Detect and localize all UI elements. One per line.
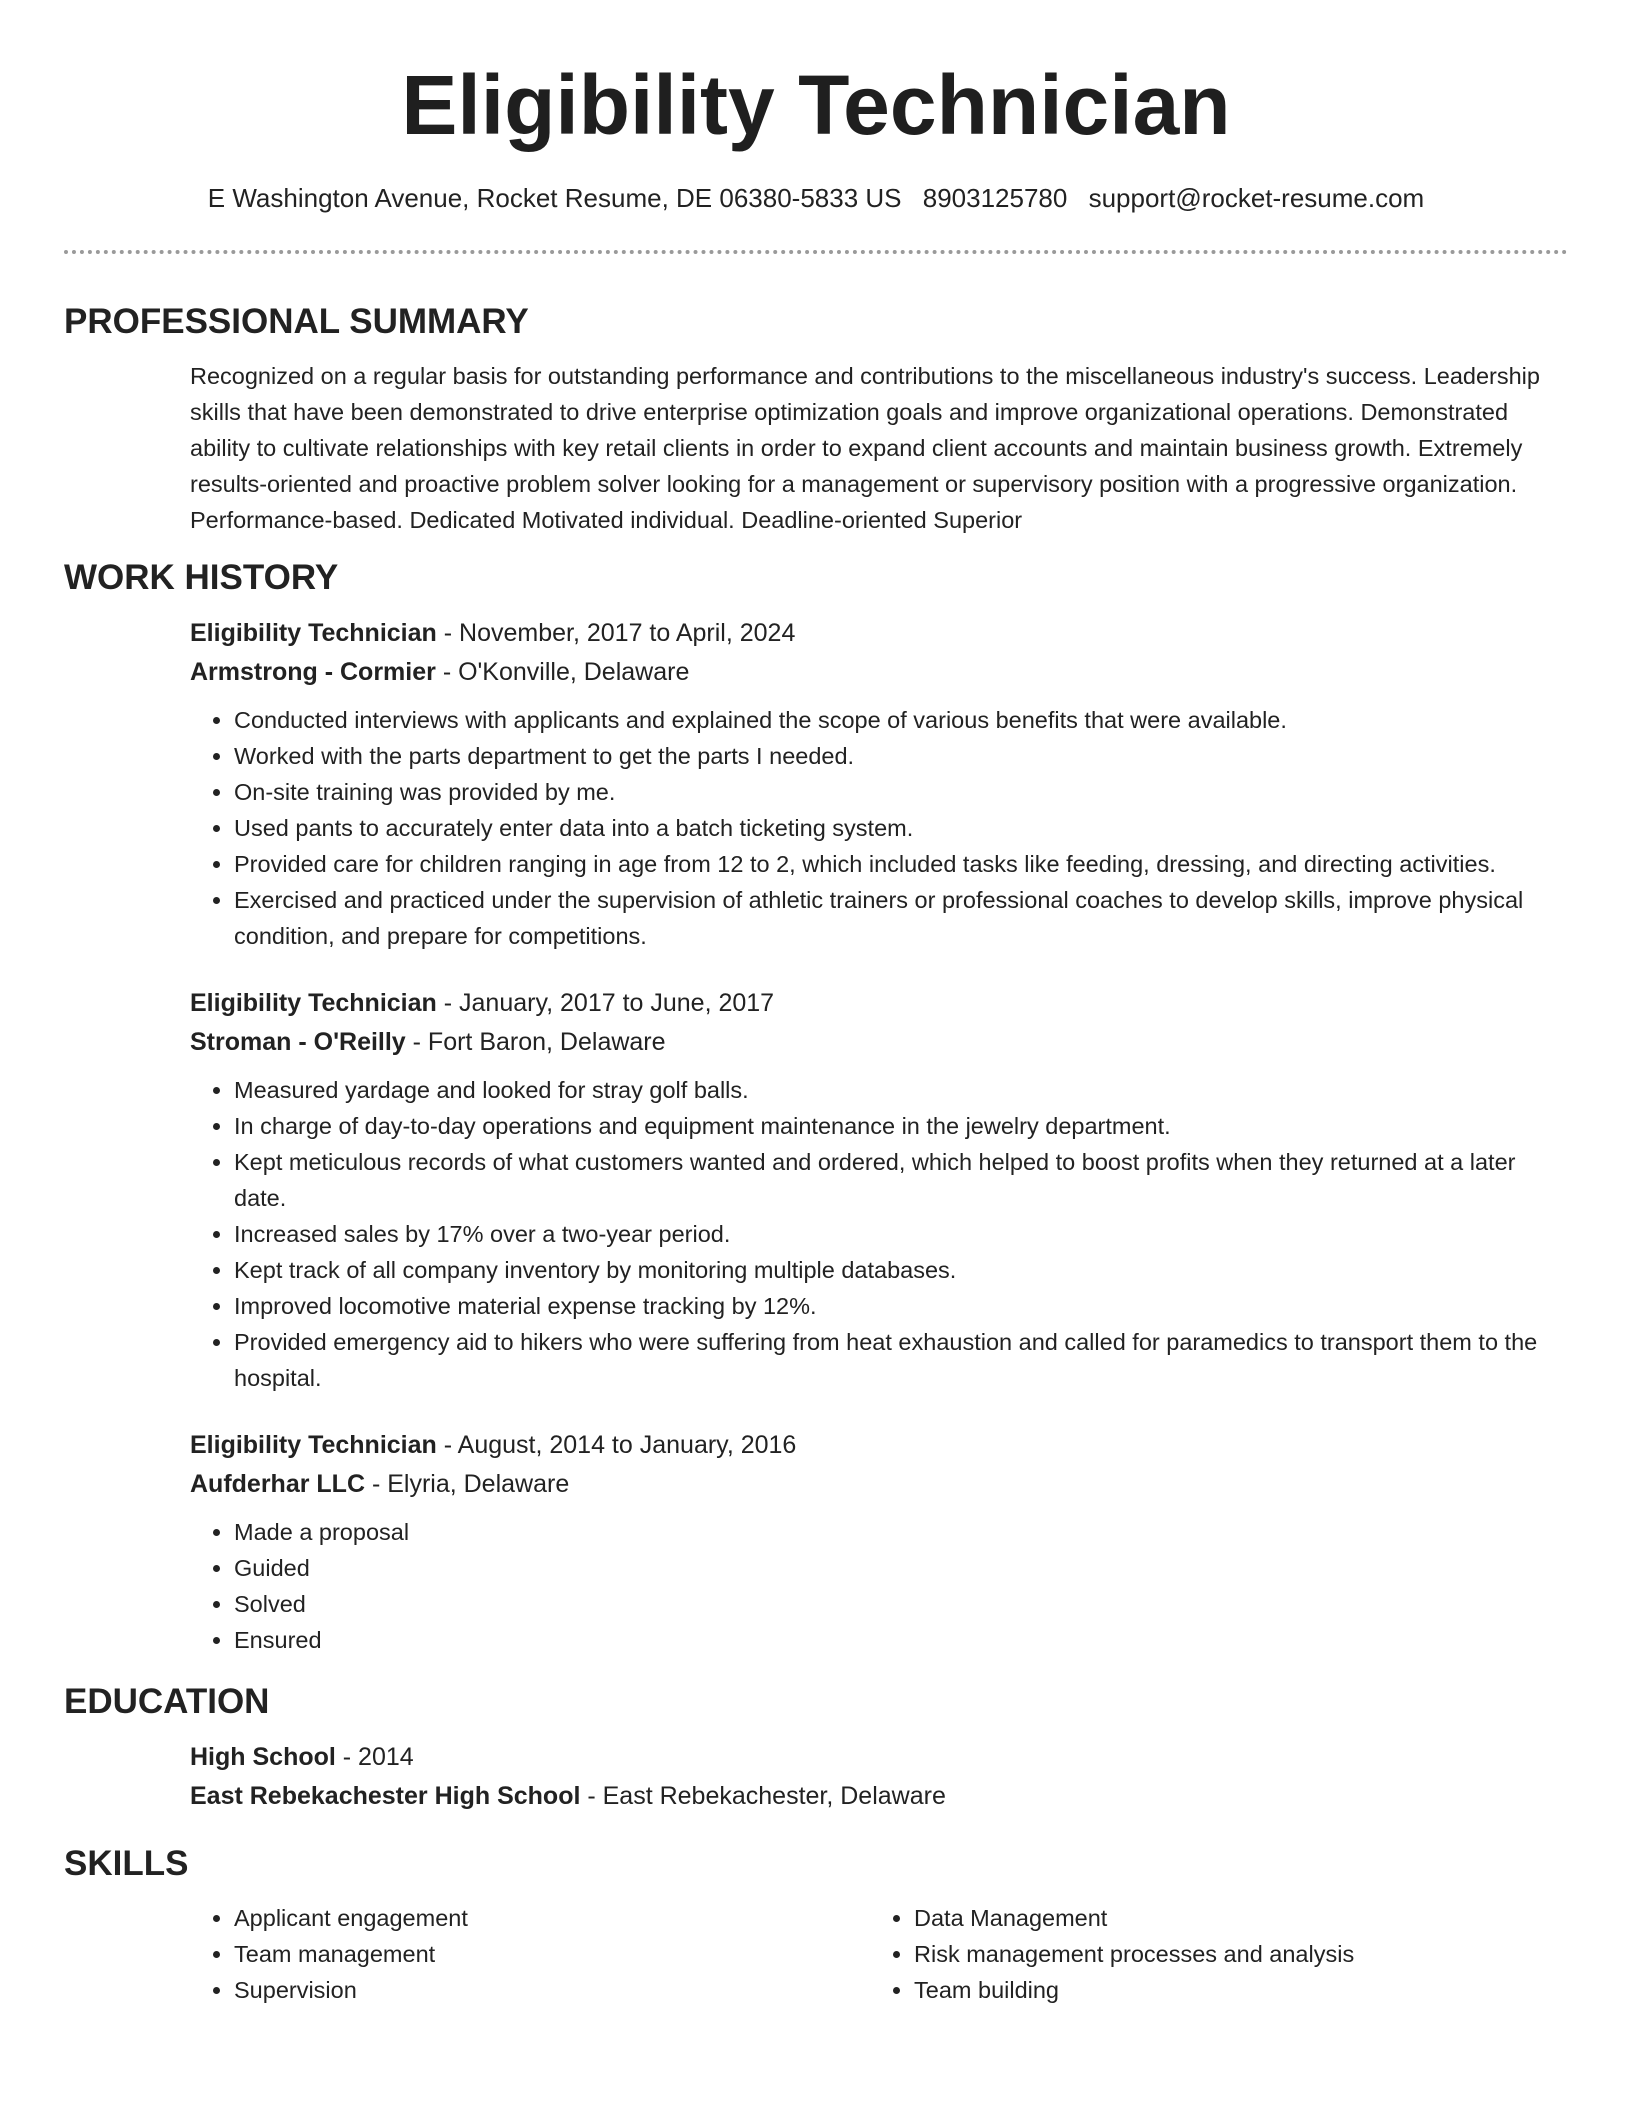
contact-address: E Washington Avenue, Rocket Resume, DE 06380-5833 US <box>207 183 902 213</box>
education-degree: High School <box>190 1743 336 1771</box>
summary-text: Recognized on a regular basis for outstanding performance and contributions to the miscellaneous industry's success. Leadership skills that have been demonstrated to drive enterprise optimization goals and improve organizational operations. Demonstrated ability to cultivate relationships with key retail clients in order to expand client accounts and maintain business growth. Extremely results-oriented and proactive problem solver looking for a management or supervisory position with a progressive organization. Performance-based. Dedicated Motivated individual. Deadline-oriented Superior <box>190 363 1540 533</box>
education-location: - East Rebekachester, Delaware <box>580 1782 946 1810</box>
job-entry <box>190 614 1568 954</box>
job-bullet: • Exercised and practiced under the supervision of athletic trainers or professional coaches to develop skills, improve physical condition, and prepare for competitions. <box>234 882 1568 954</box>
candidate-name: Eligibility Technician <box>401 58 1231 152</box>
skill-item: • Applicant engagement <box>234 1900 870 1936</box>
education-school: East Rebekachester High School <box>190 1782 581 1810</box>
contact-email: support@rocket-resume.com <box>1088 183 1425 213</box>
contact-line <box>0 180 1632 216</box>
job-company-line <box>190 1023 1568 1062</box>
work-history-section <box>64 556 1568 1658</box>
job-title-line <box>190 1426 1568 1465</box>
job-role: Eligibility Technician <box>190 619 437 647</box>
job-bullet: • Worked with the parts department to get the parts I needed. <box>234 738 1568 774</box>
skills-list-left <box>190 1900 870 2008</box>
job-title-line <box>190 984 1568 1023</box>
education-heading: EDUCATION <box>64 1682 270 1721</box>
job-bullet: • Measured yardage and looked for stray golf balls. <box>234 1072 1568 1108</box>
education-year: - 2014 <box>335 1743 414 1771</box>
job-bullet-list <box>190 1072 1568 1396</box>
job-bullet: • On-site training was provided by me. <box>234 774 1568 810</box>
job-company-line <box>190 653 1568 692</box>
skill-item: • Supervision <box>234 1972 870 2008</box>
job-role: Eligibility Technician <box>190 1431 437 1459</box>
skills-section <box>64 1842 1568 2008</box>
education-section <box>64 1680 1568 1816</box>
skill-item: • Team building <box>914 1972 1550 2008</box>
skills-column-right <box>870 1900 1550 2008</box>
job-bullet: • Provided care for children ranging in age from 12 to 2, which included tasks like feeding, dressing, and directing activities. <box>234 846 1568 882</box>
job-bullet: • Conducted interviews with applicants and explained the scope of various benefits that were available. <box>234 702 1568 738</box>
job-bullet: • Increased sales by 17% over a two-year period. <box>234 1216 1568 1252</box>
header-divider <box>64 250 1568 254</box>
summary-section <box>64 300 1568 538</box>
summary-heading: PROFESSIONAL SUMMARY <box>64 302 529 341</box>
job-bullet: • Ensured <box>234 1622 1568 1658</box>
contact-phone: 8903125780 <box>922 183 1068 213</box>
job-entry <box>190 1426 1568 1658</box>
job-location: - Elyria, Delaware <box>365 1470 570 1498</box>
job-company: Armstrong - Cormier <box>190 658 436 686</box>
skills-heading: SKILLS <box>64 1844 189 1883</box>
resume-content <box>64 300 1568 2026</box>
job-bullet: • Provided emergency aid to hikers who were suffering from heat exhaustion and called for paramedics to transport them to the hospital. <box>234 1324 1568 1396</box>
job-company: Aufderhar LLC <box>190 1470 365 1498</box>
job-company: Stroman - O'Reilly <box>190 1028 406 1056</box>
skill-item: • Risk management processes and analysis <box>914 1936 1550 1972</box>
job-bullet: • Guided <box>234 1550 1568 1586</box>
job-role: Eligibility Technician <box>190 989 437 1017</box>
job-bullet-list <box>190 702 1568 954</box>
skills-columns <box>190 1900 1568 2008</box>
job-list <box>190 614 1568 1658</box>
job-bullet: • Improved locomotive material expense tracking by 12%. <box>234 1288 1568 1324</box>
job-dates: - January, 2017 to June, 2017 <box>436 989 775 1017</box>
job-location: - O'Konville, Delaware <box>435 658 690 686</box>
job-bullet-list <box>190 1514 1568 1658</box>
skills-list-right <box>870 1900 1550 2008</box>
job-company-line <box>190 1465 1568 1504</box>
job-bullet: • Solved <box>234 1586 1568 1622</box>
skills-column-left <box>190 1900 870 2008</box>
job-bullet: • In charge of day-to-day operations and equipment maintenance in the jewelry department. <box>234 1108 1568 1144</box>
job-location: - Fort Baron, Delaware <box>405 1028 666 1056</box>
job-bullet: • Used pants to accurately enter data into a batch ticketing system. <box>234 810 1568 846</box>
job-bullet: • Kept track of all company inventory by monitoring multiple databases. <box>234 1252 1568 1288</box>
skill-item: • Team management <box>234 1936 870 1972</box>
education-school-line <box>190 1777 1568 1816</box>
job-title-line <box>190 614 1568 653</box>
education-degree-line <box>190 1738 1568 1777</box>
skill-item: • Data Management <box>914 1900 1550 1936</box>
job-bullet: • Made a proposal <box>234 1514 1568 1550</box>
work-history-heading: WORK HISTORY <box>64 558 339 597</box>
job-entry <box>190 984 1568 1396</box>
job-dates: - August, 2014 to January, 2016 <box>436 1431 797 1459</box>
job-dates: - November, 2017 to April, 2024 <box>436 619 796 647</box>
job-bullet: • Kept meticulous records of what customers wanted and ordered, which helped to boost profits when they returned at a later date. <box>234 1144 1568 1216</box>
